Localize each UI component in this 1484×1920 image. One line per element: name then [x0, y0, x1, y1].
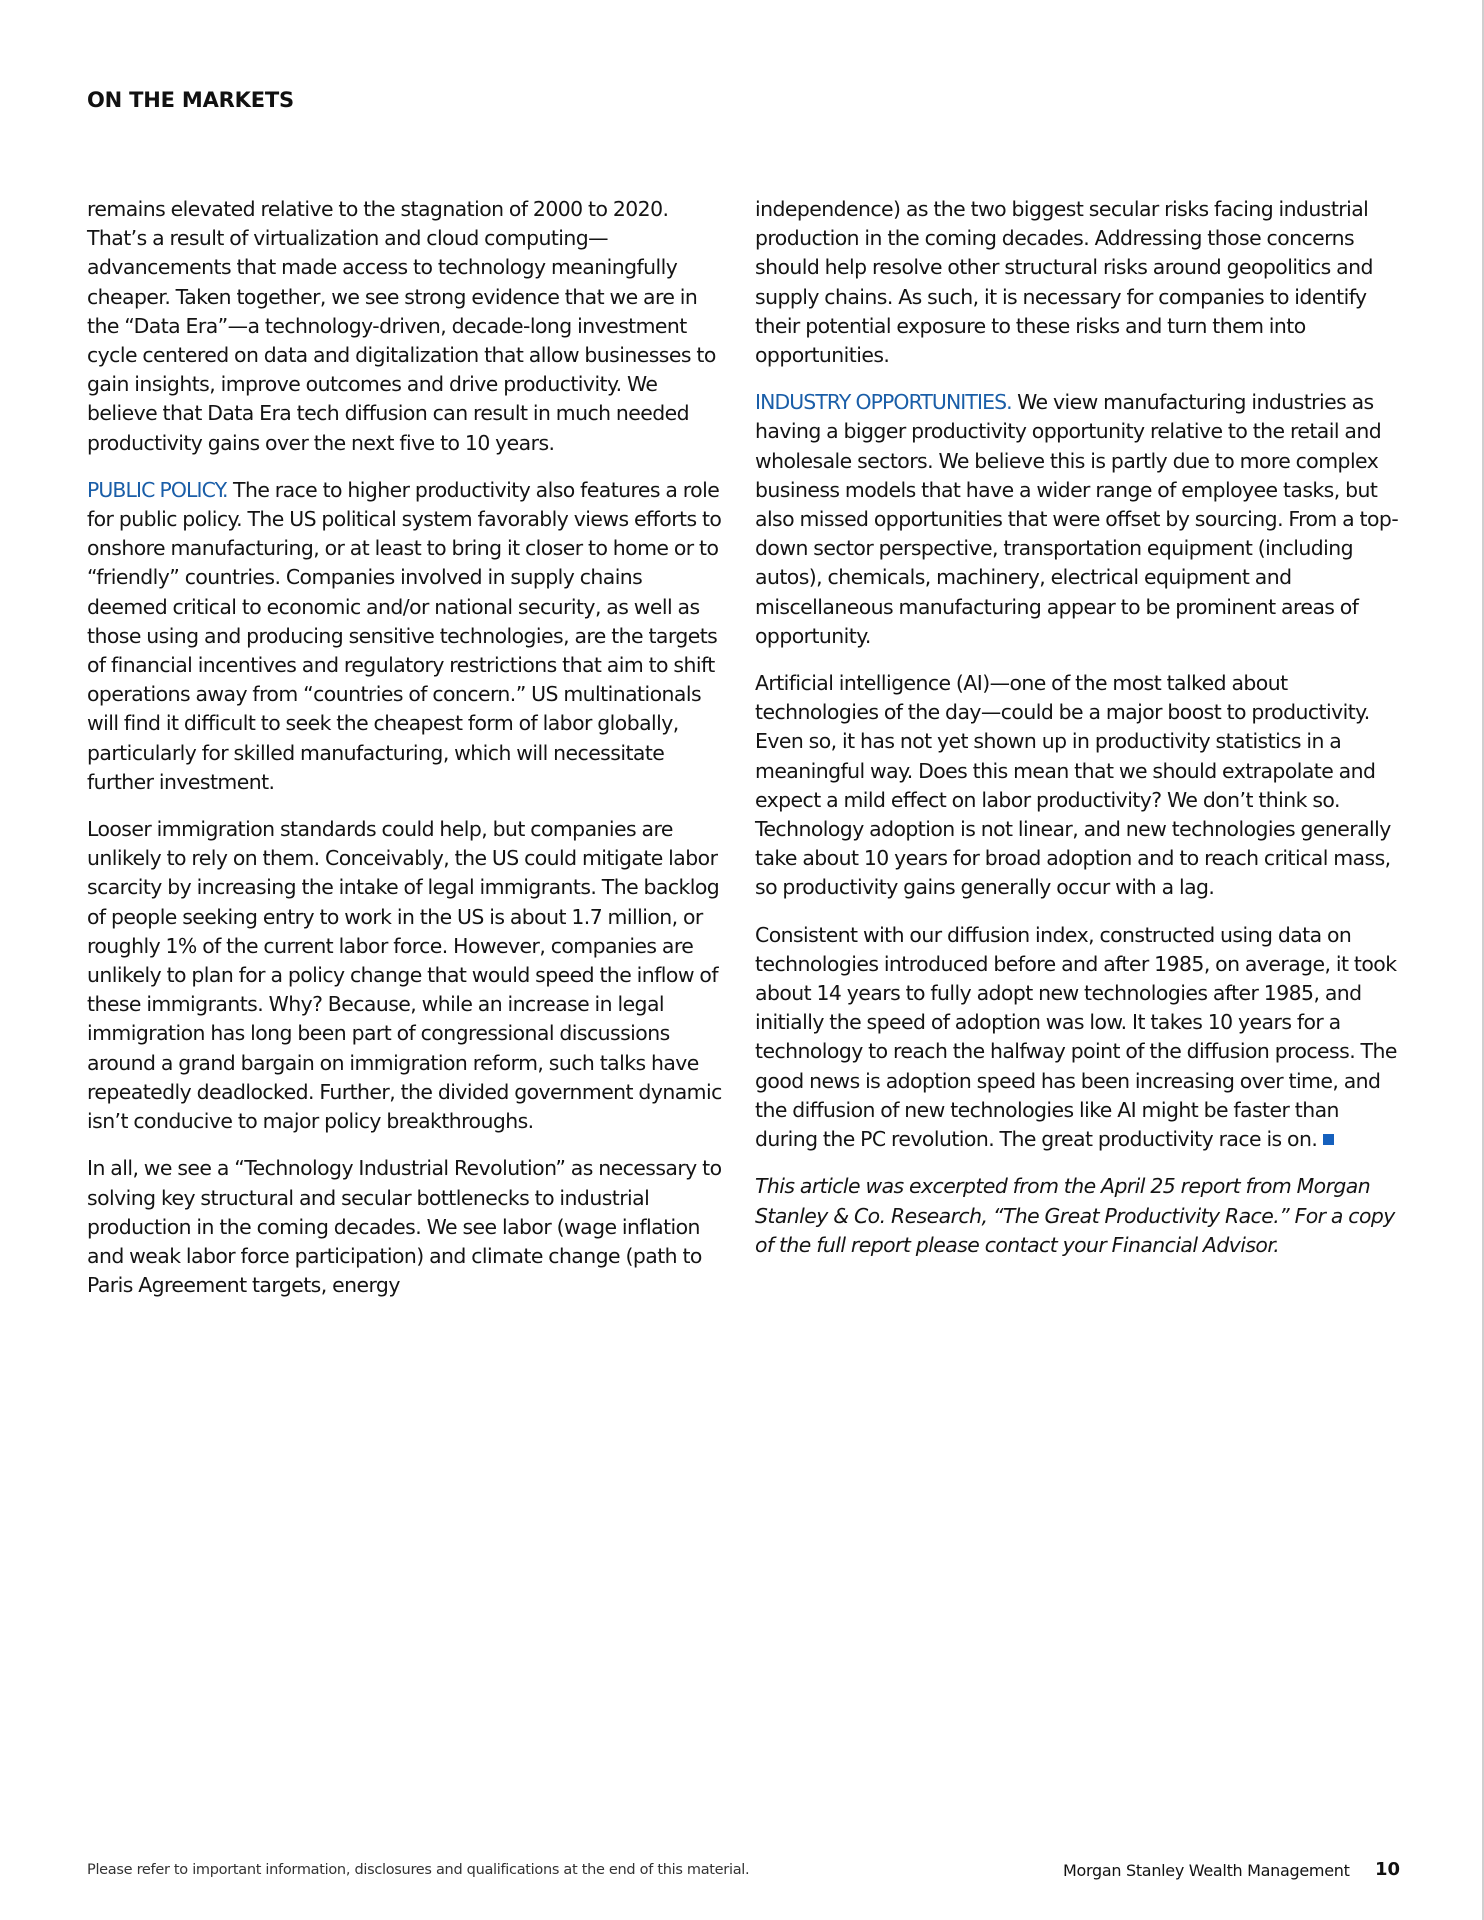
- paragraph-text: independence) as the two biggest secular risks facing industrial production in the coming decades. Addressing those concerns should help resolve other structural risks around geopolitics and supply chains. As such, it is necessary for companies to identify their potential exposure to these risks and turn them into opportunities.: [755, 197, 1373, 368]
- paragraph-text: The race to higher productivity also features a role for public policy. The US political system favorably views efforts to onshore manufacturing, or at least to bring it closer to home or to “friendly” countries. Companies involved in supply chains deemed critical to economic and/or national security, as well as those using and producing sensitive technologies, are the targets of financial incentives and regulatory restrictions that aim to shift operations away from “countries of concern.” US multinationals will find it difficult to seek the cheapest form of labor globally, particularly for skilled manufacturing, which will necessitate further investment.: [87, 477, 722, 794]
- paragraph-public-policy: [87, 476, 727, 797]
- paragraph-industry-opportunities: [755, 388, 1403, 651]
- paragraph-text: Consistent with our diffusion index, constructed using data on technologies introduced before and after 1985, on average, it took about 14 years to fully adopt new technologies after 1985, and initially the speed of adoption was low. It takes 10 years for a technology to reach the halfway point of the diffusion process. The good news is adoption speed has been increasing over time, and the diffusion of new technologies like AI might be faster than during the PC revolution. The great productivity race is on.: [755, 922, 1397, 1152]
- run-in-heading-industry-opportunities: INDUSTRY OPPORTUNITIES.: [755, 390, 1012, 415]
- footer-brand-name: Morgan Stanley Wealth Management: [1063, 1861, 1350, 1880]
- article-column-right: [755, 195, 1403, 1278]
- paragraph-diffusion-index: [755, 921, 1403, 1155]
- section-label: ON THE MARKETS: [87, 88, 294, 112]
- end-of-article-square-icon: [1323, 1134, 1334, 1145]
- paragraph-text: In all, we see a “Technology Industrial Revolution” as necessary to solving key structural and secular bottlenecks to industrial production in the coming decades. We see labor (wage inflation and weak labor force participation) and climate change (path to Paris Agreement targets, energy: [87, 1156, 722, 1298]
- run-in-heading-public-policy: PUBLIC POLICY.: [87, 477, 228, 502]
- footer-disclosure-note: Please refer to important information, disclosures and qualifications at the end of this material.: [87, 1862, 750, 1878]
- credit-text: This article was excerpted from the April 25 report from Morgan Stanley & Co. Research, “The Great Productivity Race.” For a copy of the full report please contact your Financial Advisor.: [755, 1174, 1395, 1257]
- paragraph-text: We view manufacturing industries as having a bigger productivity opportunity relative to the retail and wholesale sectors. We believe this is partly due to more complex business models that have a wider range of employee tasks, but also missed opportunities that were offset by sourcing. From a top-down sector perspective, transportation equipment (including autos), chemicals, machinery, electrical equipment and miscellaneous manufacturing appear to be prominent areas of opportunity.: [755, 390, 1399, 648]
- paragraph-text: Artificial intelligence (AI)—one of the most talked about technologies of the day—could be a major boost to productivity. Even so, it has not yet shown up in productivity statistics in a meaningful way. Does this mean that we should extrapolate and expect a mild effect on labor productivity? We don’t think so. Technology adoption is not linear, and new technologies generally take about 10 years for broad adoption and to reach critical mass, so productivity gains generally occur with a lag.: [755, 671, 1391, 900]
- article-source-credit: [755, 1172, 1403, 1260]
- page-number: 10: [1375, 1859, 1401, 1880]
- paragraph-text: remains elevated relative to the stagnation of 2000 to 2020. That’s a result of virtualization and cloud computing—advancements that made access to technology meaningfully cheaper. Taken together, we see strong evidence that we are in the “Data Era”—a technology-driven, decade-long investment cycle centered on data and digitalization that allow businesses to gain insights, improve outcomes and drive productivity. We believe that Data Era tech diffusion can result in much needed productivity gains over the next five to 10 years.: [87, 197, 716, 455]
- paragraph-secular-risks: [755, 195, 1403, 370]
- paragraph-technology-industrial-revolution: [87, 1154, 727, 1300]
- article-column-left: [87, 195, 727, 1318]
- paragraph-artificial-intelligence: [755, 669, 1403, 903]
- paragraph-text: Looser immigration standards could help, but companies are unlikely to rely on them. Conceivably, the US could mitigate labor scarcity by increasing the intake of legal immigrants. The backlog of people seeking entry to work in the US is about 1.7 million, or roughly 1% of the current labor force. However, companies are unlikely to plan for a policy change that would speed the inflow of these immigrants. Why? Because, while an increase in legal immigration has long been part of congressional discussions around a grand bargain on immigration reform, such talks have repeatedly deadlocked. Further, the divided government dynamic isn’t conducive to major policy breakthroughs.: [87, 817, 722, 1134]
- paragraph-immigration: [87, 815, 727, 1136]
- paragraph-data-era: [87, 195, 727, 458]
